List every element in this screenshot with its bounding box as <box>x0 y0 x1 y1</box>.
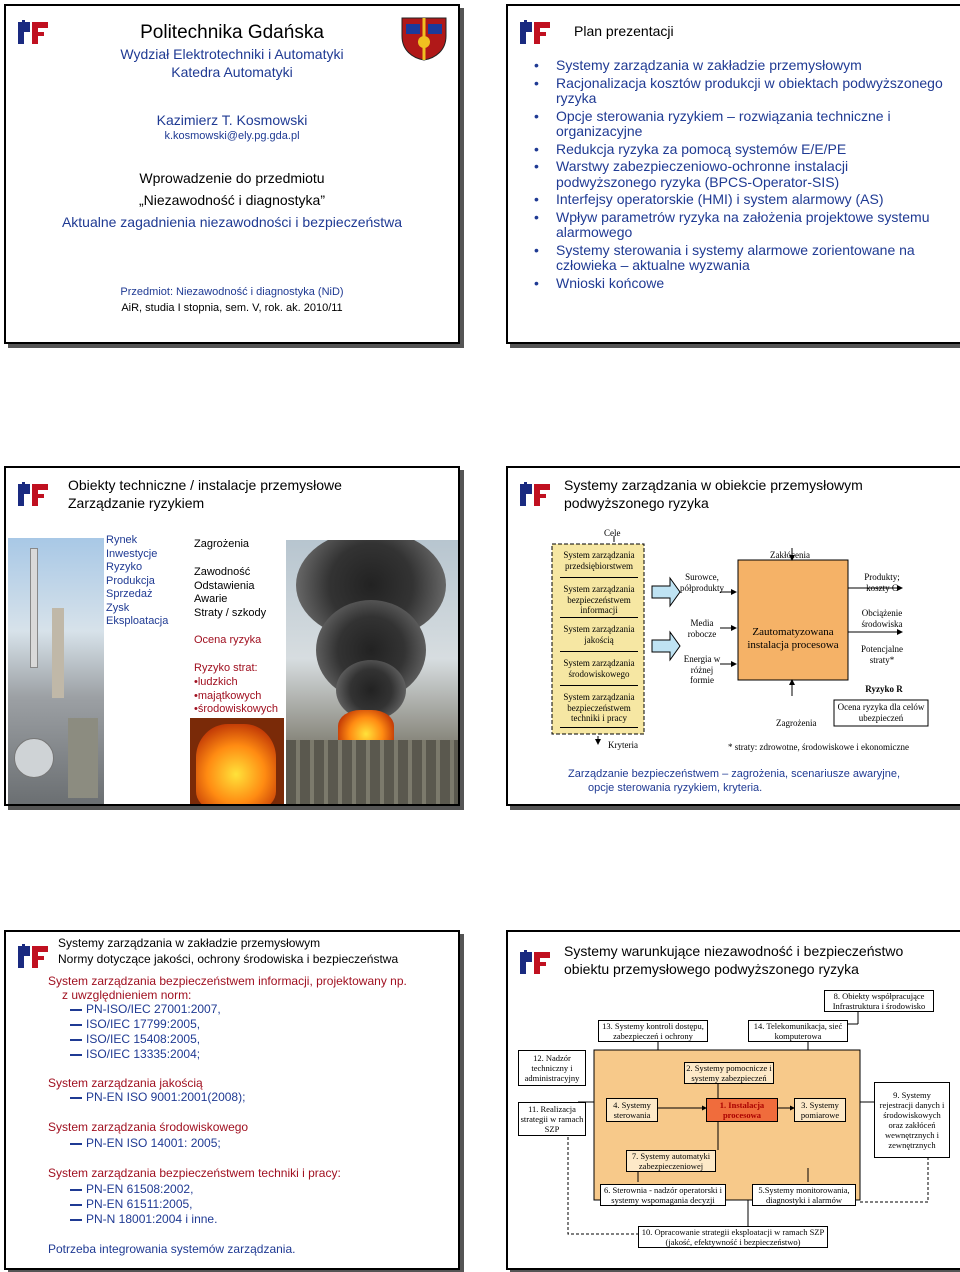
system-box-b2: 2. Systemy pomocnicze i systemy zabezpieczeń <box>684 1062 774 1084</box>
slide-title-line1: Systemy zarządzania w obiekcie przemysłowym <box>564 477 863 493</box>
slide-title-line2: podwyższonego ryzyka <box>564 495 709 511</box>
system-box-b12: 12. Nadzór techniczny i administracyjny <box>518 1050 586 1086</box>
slide-title-line1: Systemy zarządzania w zakładzie przemysłowym <box>58 936 321 950</box>
agenda-item: • Opcje sterowania ryzykiem – rozwiązania techniczne i organizacyjne <box>530 109 948 140</box>
system-box-b5: 5.Systemy monitorowania, diagnostyki i alarmów <box>752 1184 856 1206</box>
summary-line1: Zarządzanie bezpieczeństwem – zagrożenia, scenariusze awaryjne, <box>568 768 901 780</box>
risk-evaluation-label: Ocena ryzyka <box>194 634 262 646</box>
failure-list <box>194 566 266 620</box>
risk-label: Ryzyko R <box>865 684 903 694</box>
economic-factor: Rynek <box>106 534 138 546</box>
loss-item: •ludzkich <box>194 676 238 688</box>
criteria-label: Kryteria <box>608 740 638 750</box>
slide-title <box>4 4 460 344</box>
refinery-smoke-photo <box>286 540 458 804</box>
slide-management-systems-diagram <box>506 466 960 806</box>
system-box-b9: 9. Systemy rejestracji danych i środowiskowych oraz zakłóceń wewnętrznych i zewnętrznych <box>874 1082 950 1158</box>
hazards-label: Zagrożenia <box>776 718 817 728</box>
norm-item: PN-N 18001:2004 i inne. <box>86 1212 218 1226</box>
system-box-b4: 4. Systemy sterowania <box>606 1098 658 1122</box>
economic-factor: Ryzyko <box>106 561 143 573</box>
norm-dash <box>70 1039 82 1041</box>
slide-title-line1: Systemy warunkujące niezawodność i bezpieczeństwo <box>564 943 904 959</box>
isms-heading2: z uwzględnieniem norm: <box>62 988 192 1002</box>
norm-item: ISO/IEC 13335:2004; <box>86 1047 201 1061</box>
qms-heading: System zarządzania jakością <box>48 1076 203 1090</box>
slide-title-line2: obiektu przemysłowego podwyższonego ryzyka <box>564 961 859 977</box>
system-box-b13: 13. Systemy kontroli dostępu, zabezpieczeń i ochrony <box>598 1020 708 1042</box>
pg-logo-icon <box>16 480 50 510</box>
economic-factor: Produkcja <box>106 574 155 587</box>
system-box-b11: 11. Realizacja strategii w ramach SZP <box>518 1102 586 1136</box>
agenda-list <box>530 58 948 293</box>
management-system-box: System zarządzania przedsiębiorstwem <box>560 550 638 578</box>
norm-item: PN-EN ISO 14001: 2005; <box>86 1136 221 1150</box>
system-box-b8: 8. Obiekty współpracujące Infrastruktura i środowisko <box>824 990 934 1012</box>
norm-dash <box>70 1009 82 1011</box>
pg-logo-icon <box>16 942 50 972</box>
economic-factor: Zysk <box>106 601 130 614</box>
isms-heading: System zarządzania bezpieczeństwem informacji, projektowany np. <box>48 974 407 988</box>
failure-item: Straty / szkody <box>194 606 267 619</box>
output-products: Produkty; koszty C <box>864 572 900 593</box>
economic-factors-list <box>106 534 168 629</box>
pg-logo-icon <box>518 18 552 48</box>
agenda-item: • Redukcja ryzyka za pomocą systemów E/E/PE <box>530 142 948 158</box>
intro-text: Wprowadzenie do przedmiotu <box>139 170 325 186</box>
insurance-assessment: Ocena ryzyka dla celów ubezpieczeń <box>837 702 925 723</box>
system-box-b6: 6. Sterownia - nadzór operatorski i systemy wspomagania decyzji <box>600 1184 726 1206</box>
system-box-b14: 14. Telekomunikacja, sieć komputerowa <box>748 1020 848 1042</box>
refinery-photo <box>8 538 104 804</box>
failure-item: Odstawienia <box>194 579 255 592</box>
norm-item: ISO/IEC 15408:2005, <box>86 1032 201 1046</box>
norm-item: PN-EN ISO 9001:2001(2008); <box>86 1090 246 1104</box>
slide-standards <box>4 930 460 1270</box>
system-box-b1: 1. Instalacja procesowa <box>706 1098 778 1122</box>
norm-dash <box>70 1054 82 1056</box>
loss-risk-title: Ryzyko strat: <box>194 662 258 674</box>
footnote: * straty: zdrowotne, środowiskowe i ekonomiczne <box>728 742 909 752</box>
norm-item: PN-ISO/IEC 27001:2007, <box>86 1002 221 1016</box>
faculty-name: Wydział Elektrotechniki i Automatyki <box>120 46 344 62</box>
norm-item: ISO/IEC 17799:2005, <box>86 1017 201 1031</box>
system-box-b10: 10. Opracowanie strategii eksploatacji w ramach SZP (jakość, efektywność i bezpieczeństwo) <box>638 1226 828 1248</box>
goals-label: Cele <box>604 528 621 538</box>
failure-item: Zawodność <box>194 566 251 578</box>
study-info: AiR, studia I stopnia, sem. V, rok. ak. 2010/11 <box>121 302 343 314</box>
lecture-topic: Aktualne zagadnienia niezawodności i bezpieczeństwa <box>61 214 403 230</box>
economic-factor: Inwestycje <box>106 547 158 560</box>
subject-info: Przedmiot: Niezawodność i diagnostyka (NiD) <box>120 286 344 298</box>
slide-title: Plan prezentacji <box>574 23 674 39</box>
input-energy: Energia w różnej formie <box>683 654 721 685</box>
course-name: „Niezawodność i diagnostyka” <box>139 192 325 208</box>
input-media: Media robocze <box>687 618 717 639</box>
department-name: Katedra Automatyki <box>171 64 293 80</box>
agenda-item: • Wnioski końcowe <box>530 276 948 292</box>
agenda-item: • Interfejsy operatorskie (HMI) i system alarmowy (AS) <box>530 192 948 208</box>
agenda-item: • Racjonalizacja kosztów produkcji w obiektach podwyższonego ryzyka <box>530 76 948 107</box>
disturbances-label: Zakłócenia <box>770 550 810 560</box>
process-plant-label: Zautomatyzowana instalacja procesowa <box>747 626 839 651</box>
slide-risk-management <box>4 466 460 806</box>
norm-dash <box>70 1189 82 1191</box>
slide-reliability-systems <box>506 930 960 1270</box>
summary-line2: opcje sterowania ryzykiem, kryteria. <box>588 782 763 794</box>
hazards-label: Zagrożenia <box>194 538 250 550</box>
university-name: Politechnika Gdańska <box>140 22 324 43</box>
author-name: Kazimierz T. Kosmowski <box>156 112 308 128</box>
slide-plan <box>506 4 960 344</box>
norm-dash <box>70 1024 82 1026</box>
slide-title-line2: Zarządzanie ryzykiem <box>68 495 205 511</box>
slide-title-line1: Obiekty techniczne / instalacje przemysłowe <box>68 477 342 493</box>
loss-item: •majątkowych <box>194 689 262 702</box>
fire-photo <box>190 718 284 804</box>
norm-dash <box>70 1143 82 1145</box>
agenda-item: • Warstwy zabezpieczeniowo-ochronne instalacji podwyższonego ryzyka (BPCS-Operator-SIS) <box>530 159 948 190</box>
system-box-b3: 3. Systemy pomiarowe <box>794 1098 846 1122</box>
author-email[interactable]: k.kosmowski@ely.pg.gda.pl <box>164 130 300 142</box>
integration-note: Potrzeba integrowania systemów zarządzania. <box>48 1242 296 1256</box>
economic-factor: Eksploatacja <box>106 615 169 627</box>
agenda-item: • Systemy sterowania i systemy alarmowe zorientowane na człowieka – aktualne wyzwania <box>530 243 948 274</box>
ems-heading: System zarządzania środowiskowego <box>48 1120 249 1134</box>
norm-dash <box>70 1097 82 1099</box>
ohs-heading: System zarządzania bezpieczeństwem techniki i pracy: <box>48 1166 341 1180</box>
loss-risk-list <box>194 676 278 717</box>
agenda-item: • Wpływ parametrów ryzyka na założenia projektowe systemu alarmowego <box>530 210 948 241</box>
management-system-box: System zarządzania bezpieczeństwem techniki i pracy <box>560 692 638 728</box>
norm-dash <box>70 1219 82 1221</box>
norm-dash <box>70 1204 82 1206</box>
norm-item: PN-EN 61511:2005, <box>86 1197 193 1211</box>
output-environment: Obciążenie środowiska <box>861 608 903 629</box>
management-system-box: System zarządzania środowiskowego <box>560 658 638 686</box>
output-losses: Potencjalne straty* <box>861 644 903 665</box>
input-raw-materials: Surowce, półprodukty <box>680 572 724 593</box>
loss-item: •środowiskowych <box>194 703 278 715</box>
system-box-b7: 7. Systemy automatyki zabezpieczeniowej <box>626 1150 716 1172</box>
economic-factor: Sprzedaż <box>106 588 153 600</box>
norm-item: PN-EN 61508:2002, <box>86 1182 194 1196</box>
management-system-box: System zarządzania bezpieczeństwem informacji <box>560 584 638 618</box>
failure-item: Awarie <box>194 593 228 605</box>
slide-title-line2: Normy dotyczące jakości, ochrony środowiska i bezpieczeństwa <box>58 952 399 966</box>
agenda-item: • Systemy zarządzania w zakładzie przemysłowym <box>530 58 948 74</box>
management-system-box: System zarządzania jakością <box>560 624 638 652</box>
